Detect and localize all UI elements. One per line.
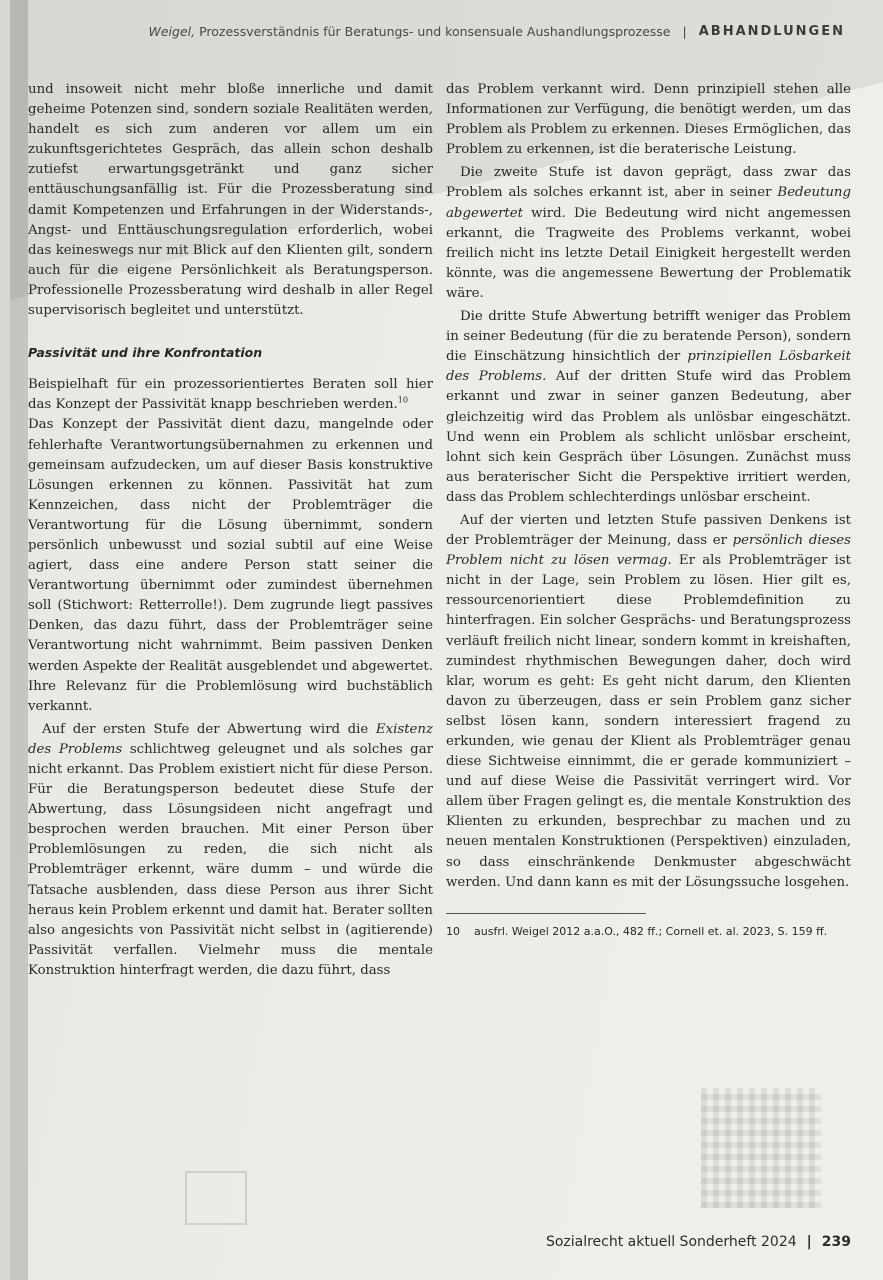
paragraph: Beispielhaft für ein prozessorientiertes Beraten soll hier das Konzept der Passivität knapp beschrieben werden.$^{10}$ [28,377,433,413]
paragraph: Die zweite Stufe ist davon geprägt, dass zwar das Problem als solches erkannt ist, aber in seiner Bedeutung abgewertet wird. Die Bedeutung wird nicht angemessen erkannt, die Tragweite des Problems verkannt, wobei freilich nicht ins letzte Detail Einigkeit hergestellt werden könnte, was die angemessene Bewertung der Problematik wäre. [446,165,851,301]
shadow-edge [10,0,28,1280]
show-through-qr-icon [701,1088,821,1208]
running-header [148,24,845,39]
footnote [446,922,851,942]
right-column [446,80,851,942]
book-page [10,0,883,1280]
header-section: ABHANDLUNGEN [698,24,845,39]
paragraph: und insoweit nicht mehr bloße innerliche und damit geheime Potenzen sind, sondern soziale Realitäten werden, handelt es sich zum anderen vor allem um ein zukunftsgerichtetes Gespräch, das allein schon deshalb zutiefst erwartungsgetränkt und ganz sicher enttäuschungsanfällig ist. Für die Prozessberatung sind damit Kompetenzen und Erfahrungen in der Widerstands-, Angst- und Enttäuschungsregulation erforderlich, wobei das keineswegs nur mit Blick auf den Klienten gilt, sondern auch für die eigene Persönlichkeit als Beratungsperson. Professionelle Prozessberatung wird deshalb in aller Regel supervisorisch begleitet und unterstützt. [28,82,433,319]
page-number: 239 [821,1234,851,1250]
paragraph: Das Konzept der Passivität dient dazu, mangelnde oder fehlerhafte Verantwortungsübernahmen zu erkennen und gemeinsam aufzudecken, um auf dieser Basis konstruktive Lösungen erkennen zu können. Passivität hat zum Kennzeichen, dass nicht der Problemträger die Verantwortung für die Lösung übernimmt, sondern persönlich unbewusst und sozial subtil auf eine Weise agiert, dass eine andere Person statt seiner die Verantwortung übernimmt oder zumindest übernehmen soll (Stichwort: Retterrolle!). Dem zugrunde liegt passives Denken, das dazu führt, dass der Problemträger seine Verantwortung nicht wahrnimmt. Beim passiven Denken werden Aspekte der Realität ausgeblendet und abgewertet. Ihre Relevanz für die Problemlösung wird buchstäblich verkannt. [28,417,433,714]
footnote-divider [446,913,646,914]
footer-journal: Sozialrecht aktuell Sonderheft 2024 [545,1234,797,1250]
left-column [28,80,433,981]
page-footer [546,1234,851,1250]
footnote-reference: 10 [397,395,408,405]
header-separator: | [682,24,687,39]
paragraph: das Problem verkannt wird. Denn prinzipiell stehen alle Informationen zur Verfügung, die benötigt werden, um das Problem als Problem zu erkennen. Dieses Ermöglichen, das Problem zu erkennen, ist die beraterische Leistung. [446,82,851,158]
header-author: Weigel, [148,24,196,39]
paragraph: Die dritte Stufe Abwertung betrifft weniger das Problem in seiner Bedeutung (für die zu beratende Person), sondern die Einschätzung hinsichtlich der prinzipiellen Lösbarkeit des Problems. Auf der dritten Stufe wird das Problem erkannt und zwar in seiner ganzen Bedeutung, aber gleichzeitig wird das Problem als unlösbar eingeschätzt. Und wenn ein Problem als schlicht unlösbar erscheint, lohnt sich kein Gespräch über Lösungen. Zunächst muss aus beraterischer Sicht die Perspektive irritiert werden, dass das Problem schlechterdings unlösbar erscheint. [446,309,851,505]
footnote-text: ausfrl. Weigel 2012 a.a.O., 482 ff.; Cornell et. al. 2023, S. 159 ff. [474,924,828,938]
section-heading: Passivität und ihre Konfrontation [28,345,263,361]
footnote-number: 10 [446,924,460,938]
footer-separator: | [806,1234,812,1250]
show-through-logo-icon [185,1171,247,1225]
paragraph: Auf der ersten Stufe der Abwertung wird die Existenz des Problems schlichtweg geleugnet und als solches gar nicht erkannt. Das Problem existiert nicht für diese Person. Für die Beratungsperson bedeutet diese Stufe der Abwertung, dass Lösungsideen nicht angefragt und besprochen werden brauchen. Mit einer Person über Problemlösungen zu reden, die sich nicht als Problemträger erkennt, wäre dumm – und würde die Tatsache ausblenden, dass diese Person aus ihrer Sicht heraus kein Problem erkennt und damit hat. Berater sollten also angesichts von Passivität nicht selbst in (agitierende) Passivität verfallen. Vielmehr muss die mentale Konstruktion hinterfragt werden, die dazu führt, dass [28,721,433,978]
paragraph: Auf der vierten und letzten Stufe passiven Denkens ist der Problemträger der Meinung, dass er persönlich dieses Problem nicht zu lösen vermag. Er als Problemträger ist nicht in der Lage, sein Problem zu lösen. Hier gilt es, ressourcenorientiert diese Problemdefinition zu hinterfragen. Ein solcher Gesprächs- und Beratungsprozess verläuft freilich nicht linear, sondern kommt in kreishaften, zumindest rhythmischen Bewegungen daher, doch wird klar, worum es geht: Es geht nicht darum, den Klienten davon zu überzeugen, dass er sein Problem ganz sicher selbst lösen kann, sondern interessiert fragend zu erkunden, wie genau der Klient als Problemträger genau diese Sichtweise einnimmt, die er gerade kommuniziert – und auf diese Weise die Passivität verringert wird. Vor allem über Fragen gelingt es, die mentale Konstruktion des Klienten zu erkunden, besprechbar zu machen und zu neuen mentalen Konstruktionen (Perspektiven) einzuladen, so dass einschränkende Denkmuster abgeschwächt werden. Und dann kann es mit der Lösungssuche losgehen. [446,512,851,890]
header-title: Prozessverständnis für Beratungs- und konsensuale Aushandlungsprozesse [199,24,671,39]
